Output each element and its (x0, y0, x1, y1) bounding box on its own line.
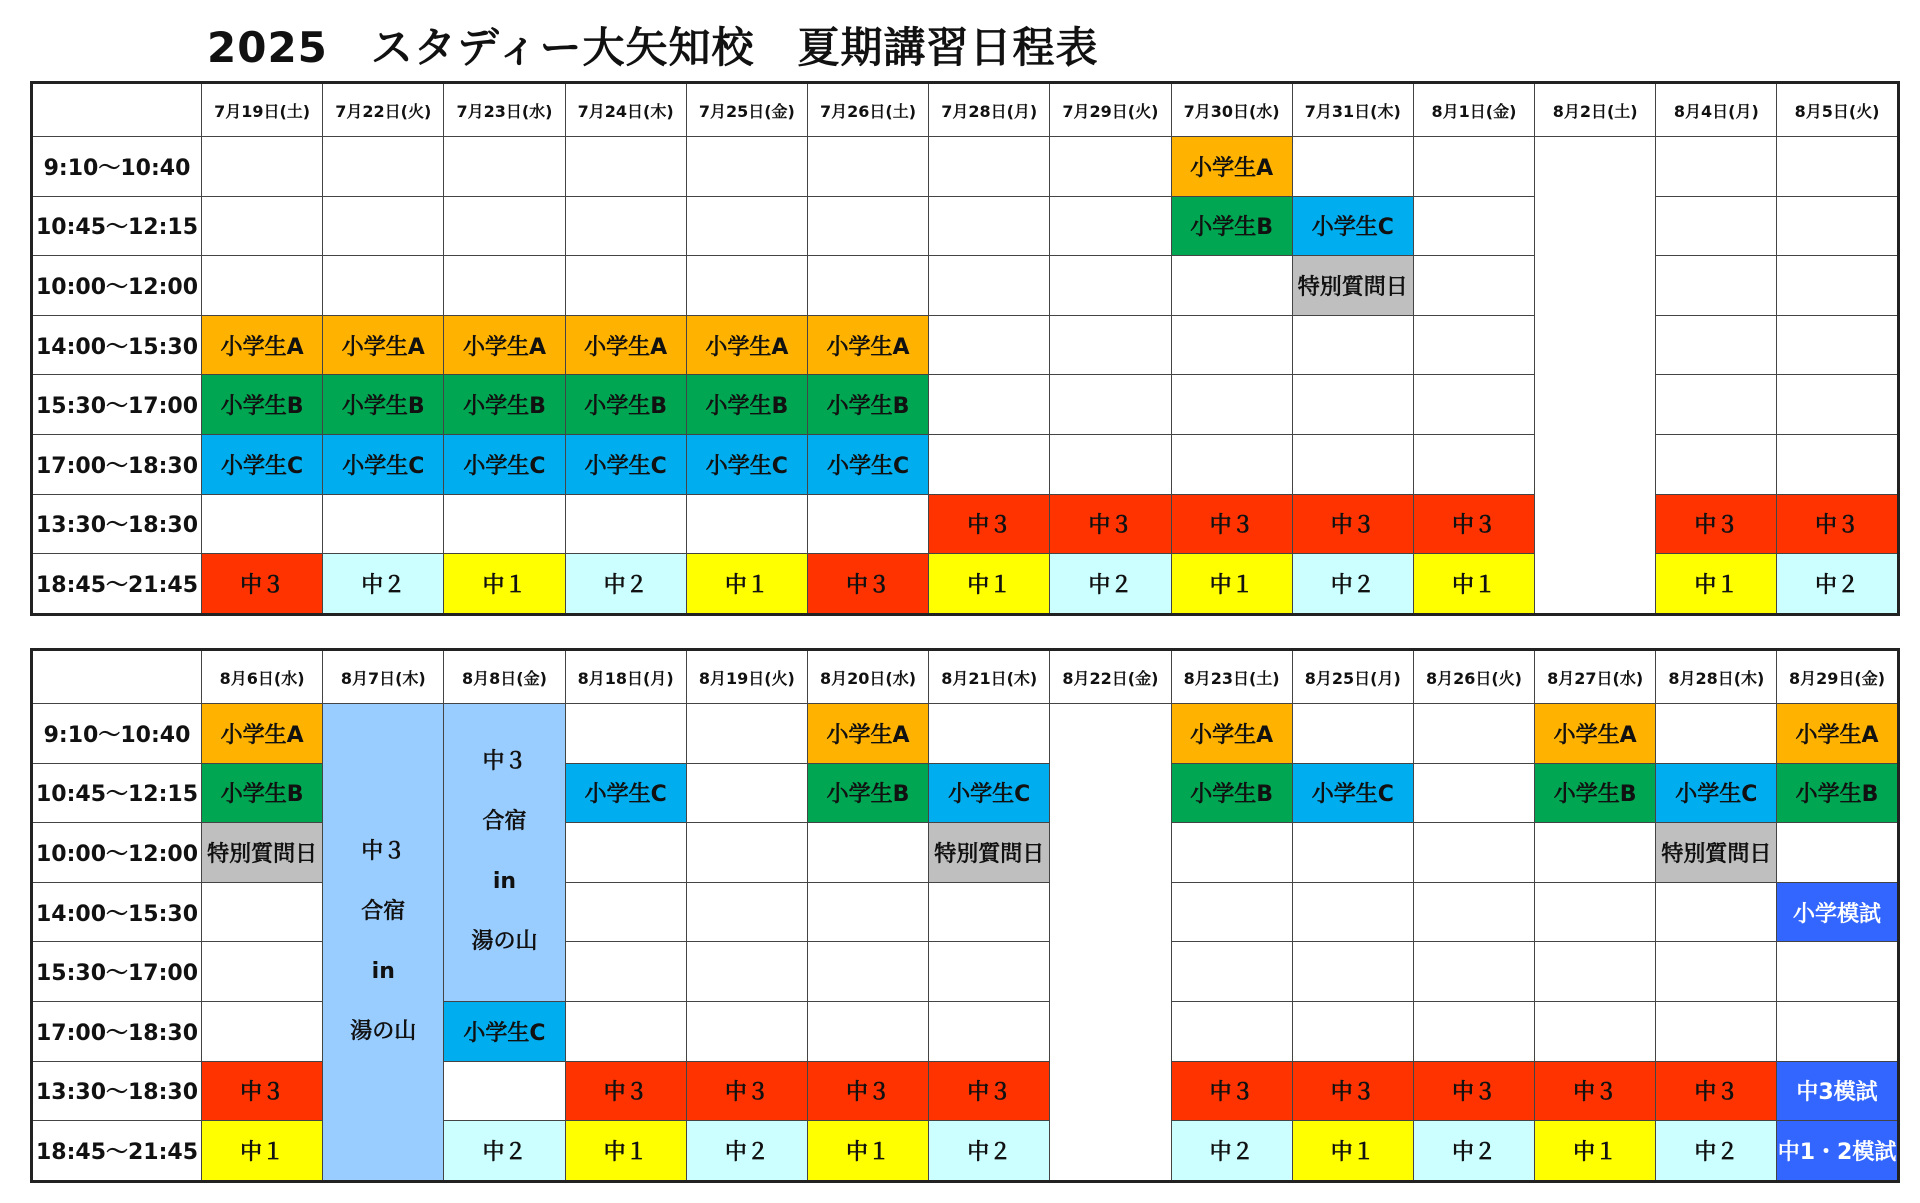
schedule-cell (1777, 315, 1898, 375)
special-question-day-cell: 特別質問日 (202, 823, 323, 883)
class-cell-middle-1: 中１ (1171, 554, 1292, 615)
date-header: 8月4日(月) (1656, 83, 1777, 137)
time-row (32, 823, 1899, 883)
schedule-cell (1050, 434, 1171, 494)
class-cell-elementary-c: 小学生C (1292, 196, 1413, 256)
mock-exam-cell: 小学模試 (1777, 882, 1898, 942)
corner-cell (32, 83, 202, 137)
schedule-cell (1656, 1001, 1777, 1061)
schedule-cell (807, 256, 928, 316)
schedule-cell (1050, 256, 1171, 316)
schedule-cell (1292, 434, 1413, 494)
header-row (32, 650, 1899, 704)
schedule-cell (202, 196, 323, 256)
camp-line: 湯の山 (471, 929, 538, 955)
schedule-cell (444, 256, 565, 316)
schedule-cell (1171, 942, 1292, 1002)
time-row (32, 137, 1899, 197)
schedule-cell (565, 494, 686, 554)
class-cell-middle-2: 中２ (1171, 1121, 1292, 1182)
class-cell-elementary-a: 小学生A (1171, 704, 1292, 764)
class-cell-elementary-a: 小学生A (1535, 704, 1656, 764)
class-cell-elementary-b: 小学生B (1171, 763, 1292, 823)
date-header: 8月26日(火) (1413, 650, 1534, 704)
schedule-cell (1777, 1001, 1898, 1061)
schedule-cell (565, 942, 686, 1002)
date-header: 8月21日(木) (929, 650, 1050, 704)
schedule-cell (1050, 137, 1171, 197)
schedule-cell (1171, 1001, 1292, 1061)
date-header: 8月2日(土) (1535, 83, 1656, 137)
schedule-cell (929, 704, 1050, 764)
date-header: 8月5日(火) (1777, 83, 1898, 137)
schedule-table-august (30, 648, 1900, 1183)
class-cell-middle-3: 中３ (202, 1061, 323, 1121)
schedule-cell (686, 494, 807, 554)
schedule-cell (1535, 1001, 1656, 1061)
schedule-cell (929, 196, 1050, 256)
schedule-cell (202, 494, 323, 554)
time-label: 10:45〜12:15 (32, 763, 202, 823)
schedule-cell (1292, 137, 1413, 197)
schedule-cell (444, 1061, 565, 1121)
date-header: 8月20日(水) (807, 650, 928, 704)
class-cell-middle-3: 中３ (1535, 1061, 1656, 1121)
schedule-cell (565, 256, 686, 316)
schedule-cell (1777, 823, 1898, 883)
time-label: 9:10〜10:40 (32, 137, 202, 197)
class-cell-elementary-c: 小学生C (1656, 763, 1777, 823)
schedule-cell (1050, 375, 1171, 435)
mock-exam-cell: 中3模試 (1777, 1061, 1898, 1121)
class-cell-elementary-c: 小学生C (807, 434, 928, 494)
class-cell-middle-3: 中３ (202, 554, 323, 615)
schedule-cell (202, 1001, 323, 1061)
schedule-cell (1535, 823, 1656, 883)
camp-line: in (492, 869, 517, 895)
schedule-cell (202, 137, 323, 197)
special-question-day-cell: 特別質問日 (1292, 256, 1413, 316)
date-header: 8月19日(火) (686, 650, 807, 704)
class-cell-middle-3: 中３ (565, 1061, 686, 1121)
class-cell-middle-3: 中３ (1413, 494, 1534, 554)
schedule-cell (323, 256, 444, 316)
schedule-cell (1171, 256, 1292, 316)
schedule-cell (929, 315, 1050, 375)
class-cell-elementary-a: 小学生A (1777, 704, 1898, 764)
schedule-cell (686, 823, 807, 883)
schedule-cell (1413, 763, 1534, 823)
date-header: 7月22日(火) (323, 83, 444, 137)
schedule-cell (1656, 434, 1777, 494)
class-cell-middle-3: 中３ (1656, 1061, 1777, 1121)
schedule-cell (1292, 1001, 1413, 1061)
class-cell-elementary-c: 小学生C (1292, 763, 1413, 823)
class-cell-elementary-c: 小学生C (929, 763, 1050, 823)
schedule-cell (1292, 823, 1413, 883)
class-cell-middle-2: 中２ (565, 554, 686, 615)
schedule-cell (1413, 375, 1534, 435)
schedule-cell (807, 942, 928, 1002)
time-row (32, 942, 1899, 1002)
schedule-cell (565, 704, 686, 764)
schedule-cell (1413, 882, 1534, 942)
schedule-cell (565, 1001, 686, 1061)
schedule-cell (1656, 882, 1777, 942)
closed-day-column (1535, 137, 1656, 615)
class-cell-middle-3: 中３ (1777, 494, 1898, 554)
date-header: 8月18日(月) (565, 650, 686, 704)
schedule-cell (1777, 375, 1898, 435)
time-label: 10:00〜12:00 (32, 823, 202, 883)
class-cell-elementary-a: 小学生A (1171, 137, 1292, 197)
schedule-cell (202, 882, 323, 942)
class-cell-elementary-c: 小学生C (323, 434, 444, 494)
schedule-cell (1656, 704, 1777, 764)
class-cell-middle-3: 中３ (1171, 1061, 1292, 1121)
class-cell-middle-2: 中２ (1050, 554, 1171, 615)
class-cell-elementary-a: 小学生A (807, 315, 928, 375)
class-cell-elementary-c: 小学生C (202, 434, 323, 494)
schedule-cell (929, 137, 1050, 197)
schedule-cell (565, 137, 686, 197)
schedule-cell (1171, 315, 1292, 375)
time-label: 15:30〜17:00 (32, 942, 202, 1002)
special-question-day-cell: 特別質問日 (1656, 823, 1777, 883)
schedule-cell (1656, 196, 1777, 256)
schedule-cell (1413, 315, 1534, 375)
class-cell-middle-3: 中３ (1292, 1061, 1413, 1121)
schedule-cell (686, 763, 807, 823)
class-cell-elementary-a: 小学生A (565, 315, 686, 375)
date-header: 8月7日(木) (323, 650, 444, 704)
schedule-cell (1050, 196, 1171, 256)
camp-line: in (371, 958, 395, 984)
date-header: 7月29日(火) (1050, 83, 1171, 137)
class-cell-elementary-c: 小学生C (444, 434, 565, 494)
time-label: 18:45〜21:45 (32, 1121, 202, 1182)
class-cell-middle-3: 中３ (1292, 494, 1413, 554)
schedule-cell (202, 942, 323, 1002)
schedule-cell (686, 256, 807, 316)
class-cell-middle-3: 中３ (1171, 494, 1292, 554)
time-row (32, 882, 1899, 942)
time-label: 9:10〜10:40 (32, 704, 202, 764)
schedule-cell (1413, 434, 1534, 494)
class-cell-middle-3: 中３ (1656, 494, 1777, 554)
schedule-cell (1050, 315, 1171, 375)
schedule-cell (1777, 196, 1898, 256)
date-header: 8月23日(土) (1171, 650, 1292, 704)
class-cell-elementary-a: 小学生A (444, 315, 565, 375)
class-cell-middle-1: 中１ (202, 1121, 323, 1182)
schedule-cell (807, 137, 928, 197)
time-label: 13:30〜18:30 (32, 1061, 202, 1121)
class-cell-elementary-c: 小学生C (565, 763, 686, 823)
date-header: 7月26日(土) (807, 83, 928, 137)
time-label: 17:00〜18:30 (32, 1001, 202, 1061)
schedule-cell (807, 1001, 928, 1061)
training-camp-cell (323, 704, 444, 1182)
schedule-cell (1413, 942, 1534, 1002)
schedule-cell (1413, 1001, 1534, 1061)
class-cell-middle-1: 中１ (686, 554, 807, 615)
date-header: 7月23日(水) (444, 83, 565, 137)
training-camp-cell (444, 704, 565, 1002)
date-header: 7月30日(水) (1171, 83, 1292, 137)
date-header: 8月29日(金) (1777, 650, 1898, 704)
time-row (32, 1121, 1899, 1182)
schedule-cell (1413, 823, 1534, 883)
schedule-cell (1777, 137, 1898, 197)
time-label: 14:00〜15:30 (32, 315, 202, 375)
class-cell-elementary-b: 小学生B (1535, 763, 1656, 823)
schedule-cell (1292, 704, 1413, 764)
schedule-cell (1292, 315, 1413, 375)
class-cell-middle-1: 中１ (1656, 554, 1777, 615)
class-cell-middle-1: 中１ (1535, 1121, 1656, 1182)
camp-line: 中３ (482, 749, 527, 775)
class-cell-middle-3: 中３ (929, 494, 1050, 554)
date-header: 8月6日(水) (202, 650, 323, 704)
schedule-cell (1171, 434, 1292, 494)
date-header: 8月1日(金) (1413, 83, 1534, 137)
schedule-cell (323, 196, 444, 256)
date-header: 7月24日(木) (565, 83, 686, 137)
time-label: 10:00〜12:00 (32, 256, 202, 316)
schedule-cell (565, 196, 686, 256)
schedule-cell (1413, 196, 1534, 256)
date-header: 8月25日(月) (1292, 650, 1413, 704)
class-cell-middle-1: 中１ (1292, 1121, 1413, 1182)
time-label: 18:45〜21:45 (32, 554, 202, 615)
time-label: 10:45〜12:15 (32, 196, 202, 256)
class-cell-elementary-b: 小学生B (444, 375, 565, 435)
class-cell-middle-3: 中３ (807, 1061, 928, 1121)
class-cell-middle-2: 中２ (1413, 1121, 1534, 1182)
time-row (32, 1001, 1899, 1061)
time-row (32, 704, 1899, 764)
camp-line: 中３ (361, 838, 406, 864)
schedule-cell (1171, 823, 1292, 883)
schedule-cell (686, 1001, 807, 1061)
date-header: 7月25日(金) (686, 83, 807, 137)
time-label: 17:00〜18:30 (32, 434, 202, 494)
schedule-cell (1171, 375, 1292, 435)
class-cell-elementary-b: 小学生B (202, 763, 323, 823)
schedule-cell (1413, 256, 1534, 316)
schedule-cell (686, 196, 807, 256)
schedule-cell (1535, 942, 1656, 1002)
schedule-cell (929, 942, 1050, 1002)
class-cell-elementary-a: 小学生A (807, 704, 928, 764)
schedule-cell (686, 942, 807, 1002)
schedule-cell (929, 434, 1050, 494)
date-header: 8月27日(水) (1535, 650, 1656, 704)
class-cell-middle-3: 中３ (807, 554, 928, 615)
schedule-cell (807, 494, 928, 554)
class-cell-elementary-b: 小学生B (807, 375, 928, 435)
schedule-cell (202, 256, 323, 316)
class-cell-elementary-b: 小学生B (1777, 763, 1898, 823)
class-cell-middle-3: 中３ (1413, 1061, 1534, 1121)
class-cell-elementary-b: 小学生B (686, 375, 807, 435)
date-header: 8月28日(木) (1656, 650, 1777, 704)
closed-day-column (1050, 704, 1171, 1182)
schedule-cell (1413, 137, 1534, 197)
class-cell-elementary-b: 小学生B (807, 763, 928, 823)
class-cell-elementary-b: 小学生B (1171, 196, 1292, 256)
schedule-cell (565, 823, 686, 883)
schedule-cell (1292, 882, 1413, 942)
schedule-table-july (30, 81, 1900, 616)
schedule-cell (1656, 942, 1777, 1002)
page-title: 2025 スタディー大矢知校 夏期講習日程表 (207, 23, 1099, 72)
schedule-cell (1656, 256, 1777, 316)
schedule-cell (929, 1001, 1050, 1061)
class-cell-elementary-c: 小学生C (686, 434, 807, 494)
schedule-cell (1413, 704, 1534, 764)
schedule-cell (1656, 137, 1777, 197)
class-cell-middle-2: 中２ (1777, 554, 1898, 615)
schedule-cell (1656, 315, 1777, 375)
schedule-cell (686, 882, 807, 942)
class-cell-middle-2: 中２ (323, 554, 444, 615)
header-row (32, 83, 1899, 137)
class-cell-middle-2: 中２ (444, 1121, 565, 1182)
special-question-day-cell: 特別質問日 (929, 823, 1050, 883)
class-cell-middle-3: 中３ (1050, 494, 1171, 554)
schedule-cell (1777, 942, 1898, 1002)
camp-line: 合宿 (361, 898, 406, 924)
class-cell-middle-1: 中１ (807, 1121, 928, 1182)
class-cell-elementary-a: 小学生A (202, 704, 323, 764)
schedule-cell (1171, 882, 1292, 942)
schedule-cell (1292, 375, 1413, 435)
class-cell-elementary-b: 小学生B (202, 375, 323, 435)
time-label: 13:30〜18:30 (32, 494, 202, 554)
camp-line: 湯の山 (350, 1018, 417, 1044)
schedule-cell (807, 823, 928, 883)
schedule-cell (565, 882, 686, 942)
schedule-cell (444, 137, 565, 197)
date-header: 7月31日(木) (1292, 83, 1413, 137)
class-cell-middle-1: 中１ (565, 1121, 686, 1182)
date-header: 7月19日(土) (202, 83, 323, 137)
schedule-cell (929, 256, 1050, 316)
schedule-cell (686, 704, 807, 764)
schedule-cell (929, 882, 1050, 942)
class-cell-middle-2: 中２ (1656, 1121, 1777, 1182)
mock-exam-cell: 中1・2模試 (1777, 1121, 1898, 1182)
class-cell-elementary-c: 小学生C (444, 1001, 565, 1061)
schedule-cell (686, 137, 807, 197)
schedule-cell (444, 196, 565, 256)
schedule-cell (444, 494, 565, 554)
class-cell-elementary-b: 小学生B (565, 375, 686, 435)
schedule-cell (1292, 942, 1413, 1002)
time-row (32, 763, 1899, 823)
class-cell-elementary-a: 小学生A (202, 315, 323, 375)
class-cell-middle-1: 中１ (444, 554, 565, 615)
date-header: 7月28日(月) (929, 83, 1050, 137)
class-cell-middle-2: 中２ (929, 1121, 1050, 1182)
schedule-cell (323, 137, 444, 197)
schedule-cell (807, 882, 928, 942)
schedule-cell (1656, 375, 1777, 435)
date-header: 8月22日(金) (1050, 650, 1171, 704)
camp-line: 合宿 (482, 809, 527, 835)
class-cell-middle-3: 中３ (686, 1061, 807, 1121)
class-cell-middle-3: 中３ (929, 1061, 1050, 1121)
schedule-cell (1535, 882, 1656, 942)
schedule-cell (807, 196, 928, 256)
schedule-cell (1777, 256, 1898, 316)
class-cell-middle-2: 中２ (686, 1121, 807, 1182)
class-cell-elementary-c: 小学生C (565, 434, 686, 494)
schedule-cell (1777, 434, 1898, 494)
time-row (32, 1061, 1899, 1121)
date-header: 8月8日(金) (444, 650, 565, 704)
corner-cell (32, 650, 202, 704)
class-cell-elementary-a: 小学生A (686, 315, 807, 375)
class-cell-elementary-b: 小学生B (323, 375, 444, 435)
class-cell-middle-1: 中１ (929, 554, 1050, 615)
schedule-cell (929, 375, 1050, 435)
class-cell-middle-1: 中１ (1413, 554, 1534, 615)
time-label: 15:30〜17:00 (32, 375, 202, 435)
class-cell-elementary-a: 小学生A (323, 315, 444, 375)
time-label: 14:00〜15:30 (32, 882, 202, 942)
class-cell-middle-2: 中２ (1292, 554, 1413, 615)
schedule-cell (323, 494, 444, 554)
